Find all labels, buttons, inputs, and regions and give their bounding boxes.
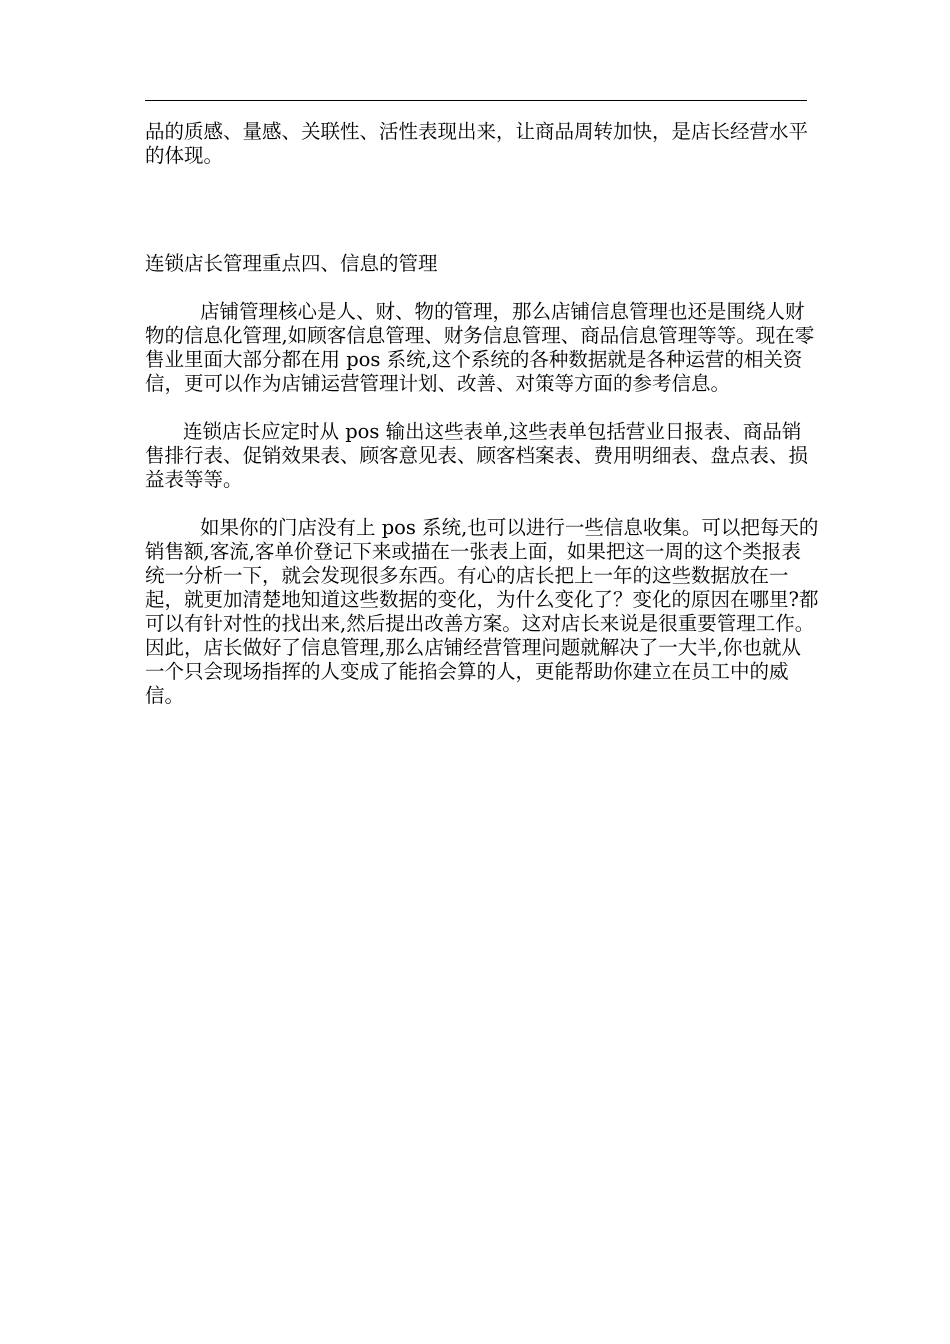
document-body	[145, 120, 820, 708]
body-paragraph: 连锁店长应定时从 pos 输出这些表单,这些表单包括营业日报表、商品销售排行表、促销效果表、顾客意见表、顾客档案表、费用明细表、盘点表、损益表等等。	[145, 420, 809, 491]
intro-paragraph: 品的质感、量感、关联性、活性表现出来，让商品周转加快，是店长经营水平的体现。	[145, 120, 809, 167]
header-rule	[145, 100, 807, 101]
section-heading: 连锁店长管理重点四、信息的管理	[145, 252, 438, 275]
body-paragraph: 如果你的门店没有上 pos 系统,也可以进行一些信息收集。可以把每天的销售额,客流,客单价登记下来或描在一张表上面，如果把这一周的这个类报表统一分析一下，就会发现很多东西。有心的店长把上一年的这些数据放在一起，就更加清楚地知道这些数据的变化，为什么变化了？变化的原因在哪里?都可以有针对性的找出来,然后提出改善方案。这对店长来说是很重要管理工作。因此，店长做好了信息管理,那么店铺经营管理问题就解决了一大半,你也就从一个只会现场指挥的人变成了能掐会算的人，更能帮助你建立在员工中的威信。	[145, 516, 819, 707]
body-paragraph: 店铺管理核心是人、财、物的管理，那么店铺信息管理也还是围绕人财物的信息化管理,如顾客信息管理、财务信息管理、商品信息管理等等。现在零售业里面大部分都在用 pos 系统,这个系统的各种数据就是各种运营的相关资信，更可以作为店铺运营管理计划、改善、对策等方面的参考信息。	[145, 300, 815, 395]
